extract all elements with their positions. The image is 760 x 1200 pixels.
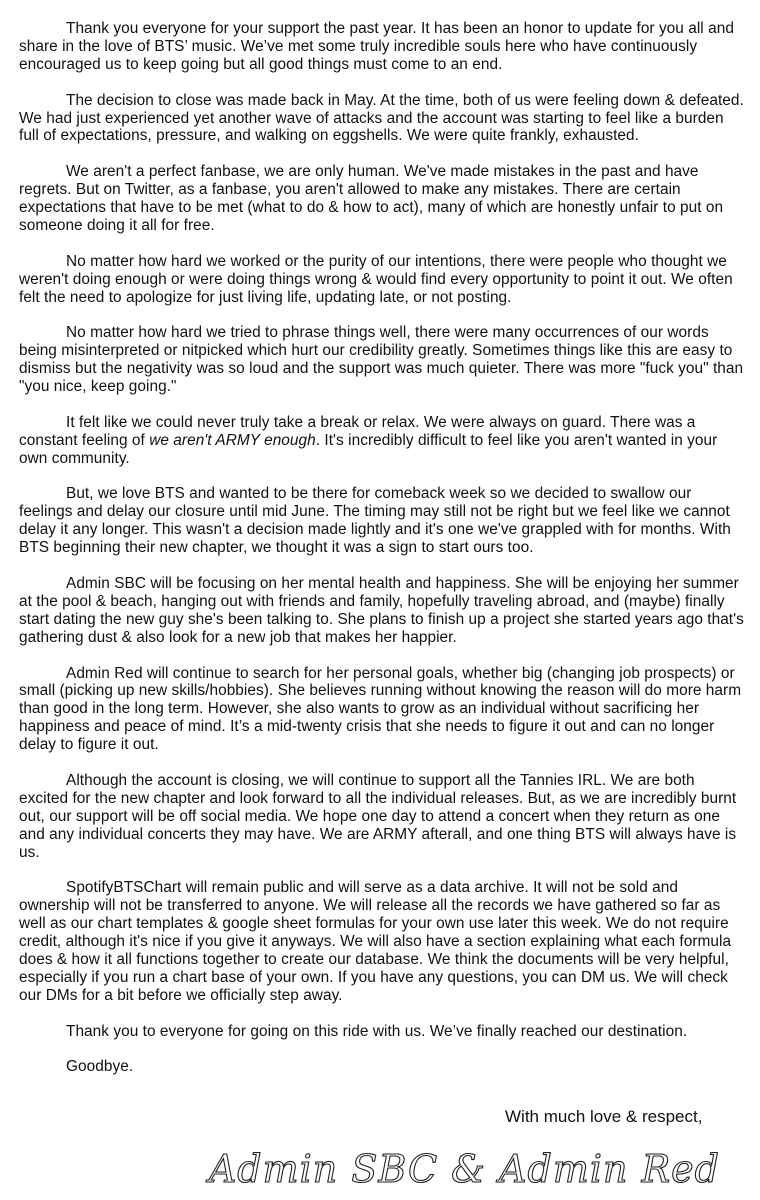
- paragraph-6-tail: . It's incredibly difficult to feel like you aren't wanted in your own community.: [19, 431, 718, 467]
- paragraph-6-lead: It felt like we could never truly take a break or relax. We were always on guard. There was a constant feeling of: [19, 413, 696, 449]
- paragraph-8: Admin SBC will be focusing on her mental health and happiness. She will be enjoying her summer at the pool & beach, hanging out with friends and family, hopefully traveling abroad, and (maybe) finally start dating the new guy she's been talking to. She plans to finish up a project she started years ago that's gathering dust & also look for a new job that makes her happier.: [19, 574, 744, 646]
- paragraph-10: Although the account is closing, we will continue to support all the Tannies IRL. We are both excited for the new chapter and look forward to all the individual releases. But, as we are incredibly burnt out, our support will be off social media. We hope one day to attend a concert when they return as one and any individual concerts they may have. We are ARMY afterall, and one thing BTS will always have is us.: [19, 771, 737, 861]
- signature: [208, 1140, 725, 1196]
- signature-graphic: [208, 1140, 725, 1196]
- paragraph-goodbye: Goodbye.: [66, 1058, 134, 1076]
- paragraph-7: But, we love BTS and wanted to be there for comeback week so we decided to swallow our feelings and delay our closure until mid June. The timing may still not be right but we feel like we cannot delay it any longer. This wasn't a decision made lightly and it's one we've grappled with for months. With BTS beginning their new chapter, we thought it was a sign to start ours too.: [19, 485, 731, 557]
- paragraph-6: [19, 414, 744, 468]
- signature-text: Admin SBC & Admin Red: [208, 1147, 720, 1191]
- letter-body: [19, 20, 744, 1094]
- paragraph-2: The decision to close was made back in May. At the time, both of us were feeling down & defeated. We had just experienced yet another wave of attacks and the account was starting to feel like a burden full of expectations, pressure, and walking on eggshells. We were quite frankly, exhausted.: [19, 91, 744, 145]
- paragraph-9: Admin Red will continue to search for her personal goals, whether big (changing job prospects) or small (picking up new skills/hobbies). She believes running without knowing the reason will do more harm than good in the long term. However, she also wants to grow as an individual without sacrificing her happiness and peace of mind. It’s a mid-twenty crisis that she needs to figure it out and can no longer delay to figure it out.: [19, 664, 742, 754]
- paragraph-12: Thank you to everyone for going on this ride with us. We’ve finally reached our destination.: [66, 1022, 688, 1040]
- paragraph-1: Thank you everyone for your support the past year. It has been an honor to update for you all and share in the love of BTS’ music. We’ve met some truly incredible souls here who have continuously encouraged us to keep going but all good things must come to an end.: [19, 20, 734, 73]
- paragraph-6-emphasis: we aren't ARMY enough: [149, 431, 316, 449]
- paragraph-4: No matter how hard we worked or the purity of our intentions, there were people who thought we weren't doing enough or were doing things wrong & would find every opportunity to point it out. We often felt the need to apologize for just living life, updating late, or not posting.: [19, 252, 733, 306]
- paragraph-5: No matter how hard we tried to phrase things well, there were many occurrences of our words being misinterpreted or nitpicked which hurt our credibility greatly. Sometimes things like this are easy to dismiss but the negativity was so loud and the support was much quieter. There was more "fuck you" than "you nice, keep going.": [19, 324, 744, 396]
- closing-line: With much love & respect,: [505, 1107, 703, 1126]
- paragraph-3: We aren't a perfect fanbase, we are only human. We've made mistakes in the past and have regrets. But on Twitter, as a fanbase, you aren't allowed to make any mistakes. There are certain expectations that have to be met (what to do & how to act), many of which are honestly unfair to put on someone doing it all for free.: [19, 163, 724, 234]
- paragraph-11: SpotifyBTSChart will remain public and will serve as a data archive. It will not be sold and ownership will not be transferred to anyone. We will release all the records we have gathered so far as well as our chart templates & google sheet formulas for your own use later this week. We do not require credit, although it's nice if you give it anyways. We will also have a section explaining what each formula does & how it all functions together to create our database. We think the documents will be very helpful, especially if you run a chart base of your own. If you have any questions, you can DM us. We will check our DMs for a bit before we officially step away.: [19, 879, 732, 1004]
